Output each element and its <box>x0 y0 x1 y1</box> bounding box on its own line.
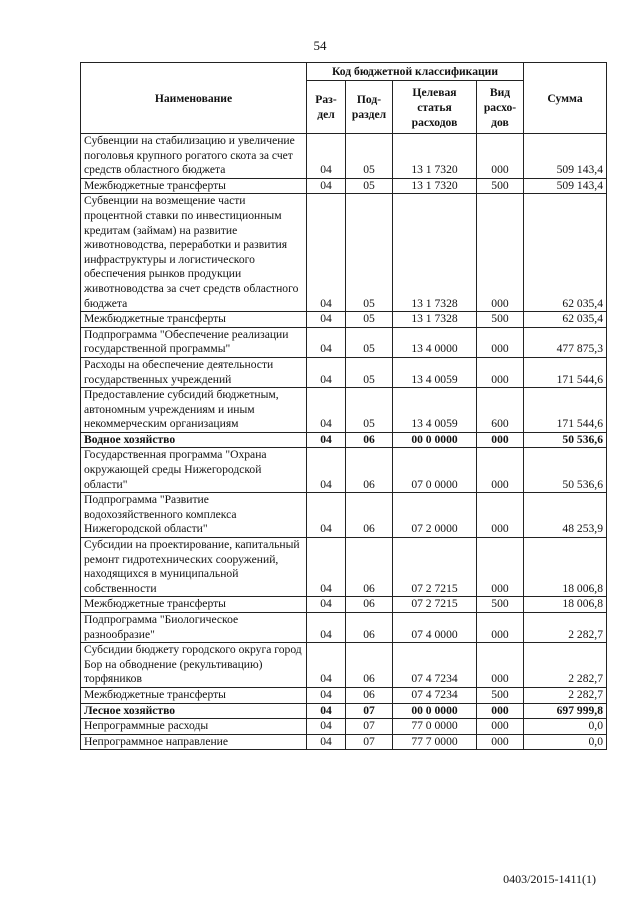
cell-summa: 18 006,8 <box>524 597 607 613</box>
header-celevaya: Целевая статья расходов <box>393 81 477 134</box>
cell-podrazdel: 05 <box>346 357 393 387</box>
table-row <box>81 448 607 493</box>
cell-celevaya: 07 2 0000 <box>393 493 477 538</box>
cell-name: Подпрограмма "Развитие водохозяйственного комплекса Нижегородской области" <box>81 493 307 538</box>
cell-celevaya: 00 0 0000 <box>393 432 477 448</box>
cell-celevaya: 13 1 7320 <box>393 134 477 179</box>
document-code: 0403/2015-1411(1) <box>503 872 596 886</box>
cell-summa: 697 999,8 <box>524 703 607 719</box>
cell-razdel: 04 <box>307 734 346 750</box>
table-row <box>81 178 607 194</box>
cell-razdel: 04 <box>307 703 346 719</box>
cell-razdel: 04 <box>307 493 346 538</box>
cell-podrazdel: 07 <box>346 703 393 719</box>
cell-summa: 0,0 <box>524 734 607 750</box>
cell-name: Государственная программа "Охрана окружающей среды Нижегородской области" <box>81 448 307 493</box>
cell-summa: 2 282,7 <box>524 643 607 688</box>
cell-vid: 500 <box>477 312 524 328</box>
cell-name: Субсидии бюджету городского округа город Бор на обводнение (рекультивацию) торфяников <box>81 643 307 688</box>
table-row <box>81 719 607 735</box>
cell-celevaya: 13 4 0000 <box>393 327 477 357</box>
cell-name: Подпрограмма "Биологическое разнообразие" <box>81 613 307 643</box>
cell-celevaya: 13 1 7328 <box>393 194 477 312</box>
cell-celevaya: 07 2 7215 <box>393 538 477 597</box>
cell-podrazdel: 06 <box>346 448 393 493</box>
cell-name: Водное хозяйство <box>81 432 307 448</box>
cell-vid: 000 <box>477 432 524 448</box>
cell-summa: 48 253,9 <box>524 493 607 538</box>
cell-podrazdel: 06 <box>346 643 393 688</box>
table-row <box>81 493 607 538</box>
header-classification-group: Код бюджетной классификации <box>307 63 524 81</box>
cell-vid: 000 <box>477 734 524 750</box>
cell-podrazdel: 05 <box>346 194 393 312</box>
cell-summa: 509 143,4 <box>524 134 607 179</box>
cell-vid: 600 <box>477 388 524 433</box>
cell-summa: 171 544,6 <box>524 388 607 433</box>
cell-razdel: 04 <box>307 194 346 312</box>
header-vid: Вид расхо- дов <box>477 81 524 134</box>
cell-summa: 0,0 <box>524 719 607 735</box>
cell-vid: 500 <box>477 178 524 194</box>
cell-celevaya: 07 4 7234 <box>393 643 477 688</box>
cell-podrazdel: 05 <box>346 312 393 328</box>
cell-vid: 000 <box>477 613 524 643</box>
cell-vid: 000 <box>477 327 524 357</box>
cell-razdel: 04 <box>307 719 346 735</box>
cell-vid: 000 <box>477 448 524 493</box>
table-row <box>81 613 607 643</box>
table-row <box>81 597 607 613</box>
cell-name: Подпрограмма "Обеспечение реализации государственной программы" <box>81 327 307 357</box>
cell-name: Межбюджетные трансферты <box>81 178 307 194</box>
cell-podrazdel: 07 <box>346 719 393 735</box>
cell-podrazdel: 05 <box>346 134 393 179</box>
header-podrazdel: Под- раздел <box>346 81 393 134</box>
table-row <box>81 703 607 719</box>
table-row <box>81 432 607 448</box>
cell-vid: 000 <box>477 134 524 179</box>
cell-razdel: 04 <box>307 643 346 688</box>
cell-vid: 000 <box>477 194 524 312</box>
table-row <box>81 734 607 750</box>
cell-podrazdel: 06 <box>346 493 393 538</box>
cell-name: Субсидии на проектирование, капитальный ремонт гидротехнических сооружений, находящихся в муниципальной собственности <box>81 538 307 597</box>
cell-vid: 000 <box>477 719 524 735</box>
page-number: 54 <box>313 38 327 53</box>
header-summa: Сумма <box>524 63 607 134</box>
cell-podrazdel: 06 <box>346 432 393 448</box>
cell-celevaya: 00 0 0000 <box>393 703 477 719</box>
cell-name: Субвенции на стабилизацию и увеличение поголовья крупного рогатого скота за счет средств областного бюджета <box>81 134 307 179</box>
cell-celevaya: 77 7 0000 <box>393 734 477 750</box>
cell-name: Межбюджетные трансферты <box>81 312 307 328</box>
cell-razdel: 04 <box>307 312 346 328</box>
cell-name: Непрограммные расходы <box>81 719 307 735</box>
cell-summa: 171 544,6 <box>524 357 607 387</box>
header-name: Наименование <box>81 63 307 134</box>
cell-podrazdel: 05 <box>346 327 393 357</box>
cell-summa: 18 006,8 <box>524 538 607 597</box>
table-header <box>81 63 607 134</box>
cell-summa: 509 143,4 <box>524 178 607 194</box>
cell-summa: 477 875,3 <box>524 327 607 357</box>
cell-celevaya: 77 0 0000 <box>393 719 477 735</box>
table-row <box>81 194 607 312</box>
cell-vid: 500 <box>477 687 524 703</box>
cell-razdel: 04 <box>307 613 346 643</box>
table-row <box>81 388 607 433</box>
table-row <box>81 327 607 357</box>
cell-summa: 50 536,6 <box>524 448 607 493</box>
cell-summa: 2 282,7 <box>524 687 607 703</box>
table-body <box>81 134 607 750</box>
cell-celevaya: 13 1 7320 <box>393 178 477 194</box>
table-row <box>81 312 607 328</box>
cell-vid: 000 <box>477 493 524 538</box>
cell-podrazdel: 07 <box>346 734 393 750</box>
cell-name: Предоставление субсидий бюджетным, автономным учреждениям и иным некоммерческим организациям <box>81 388 307 433</box>
cell-celevaya: 07 4 7234 <box>393 687 477 703</box>
header-razdel: Раз- дел <box>307 81 346 134</box>
cell-razdel: 04 <box>307 388 346 433</box>
cell-vid: 000 <box>477 357 524 387</box>
table-row <box>81 538 607 597</box>
cell-celevaya: 07 0 0000 <box>393 448 477 493</box>
cell-podrazdel: 06 <box>346 613 393 643</box>
table-row <box>81 687 607 703</box>
cell-summa: 62 035,4 <box>524 194 607 312</box>
cell-name: Межбюджетные трансферты <box>81 597 307 613</box>
cell-vid: 000 <box>477 643 524 688</box>
cell-razdel: 04 <box>307 432 346 448</box>
cell-vid: 000 <box>477 538 524 597</box>
cell-podrazdel: 06 <box>346 687 393 703</box>
cell-celevaya: 07 4 0000 <box>393 613 477 643</box>
cell-name: Непрограммное направление <box>81 734 307 750</box>
cell-podrazdel: 05 <box>346 178 393 194</box>
cell-podrazdel: 05 <box>346 388 393 433</box>
cell-razdel: 04 <box>307 687 346 703</box>
cell-razdel: 04 <box>307 178 346 194</box>
cell-razdel: 04 <box>307 134 346 179</box>
cell-summa: 2 282,7 <box>524 613 607 643</box>
cell-name: Лесное хозяйство <box>81 703 307 719</box>
cell-celevaya: 13 4 0059 <box>393 388 477 433</box>
cell-name: Межбюджетные трансферты <box>81 687 307 703</box>
table-row <box>81 643 607 688</box>
cell-podrazdel: 06 <box>346 538 393 597</box>
table-row <box>81 134 607 179</box>
cell-razdel: 04 <box>307 538 346 597</box>
table-row <box>81 357 607 387</box>
cell-celevaya: 13 1 7328 <box>393 312 477 328</box>
budget-table <box>80 62 607 750</box>
cell-razdel: 04 <box>307 357 346 387</box>
cell-vid: 500 <box>477 597 524 613</box>
cell-razdel: 04 <box>307 597 346 613</box>
cell-celevaya: 07 2 7215 <box>393 597 477 613</box>
cell-razdel: 04 <box>307 327 346 357</box>
cell-summa: 50 536,6 <box>524 432 607 448</box>
cell-summa: 62 035,4 <box>524 312 607 328</box>
cell-celevaya: 13 4 0059 <box>393 357 477 387</box>
cell-name: Расходы на обеспечение деятельности государственных учреждений <box>81 357 307 387</box>
cell-vid: 000 <box>477 703 524 719</box>
cell-podrazdel: 06 <box>346 597 393 613</box>
cell-name: Субвенции на возмещение части процентной ставки по инвестиционным кредитам (займам) на развитие животноводства, переработки и развития инфраструктуры и логистического обеспечения рынков продукции животноводства за счет средств областного бюджета <box>81 194 307 312</box>
cell-razdel: 04 <box>307 448 346 493</box>
